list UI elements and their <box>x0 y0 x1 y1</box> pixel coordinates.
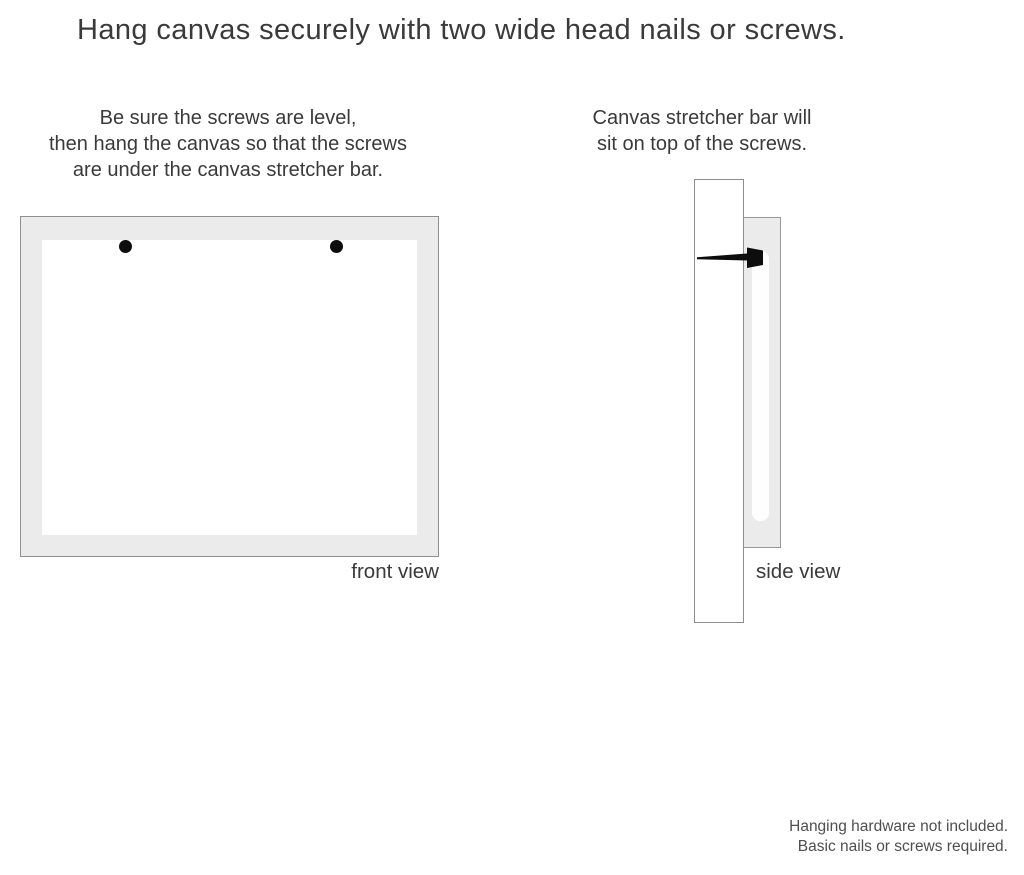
front-instruction-line: are under the canvas stretcher bar. <box>72 159 384 181</box>
front-view-label: front view <box>351 560 439 583</box>
front-view-canvas-inner <box>42 240 417 535</box>
side-view-label: side view <box>756 560 841 583</box>
side-instruction-line: sit on top of the screws. <box>596 133 808 155</box>
front-instruction-line: then hang the canvas so that the screws <box>49 133 407 155</box>
screw-head-icon <box>330 240 343 253</box>
page-title: Hang canvas securely with two wide head nails or screws. <box>77 14 846 46</box>
screw-head-icon <box>119 240 132 253</box>
front-instruction-text <box>22 105 434 183</box>
side-view-canvas-edge <box>752 251 769 521</box>
front-view-canvas <box>20 216 439 557</box>
side-instruction-line: Canvas stretcher bar will <box>592 107 812 129</box>
front-instruction-line: Be sure the screws are level, <box>99 107 357 129</box>
hardware-footnote <box>789 817 1008 856</box>
footnote-line: Basic nails or screws required. <box>797 837 1008 855</box>
nail-icon <box>690 240 770 275</box>
footnote-line: Hanging hardware not included. <box>789 818 1008 835</box>
side-instruction-text <box>552 105 852 157</box>
